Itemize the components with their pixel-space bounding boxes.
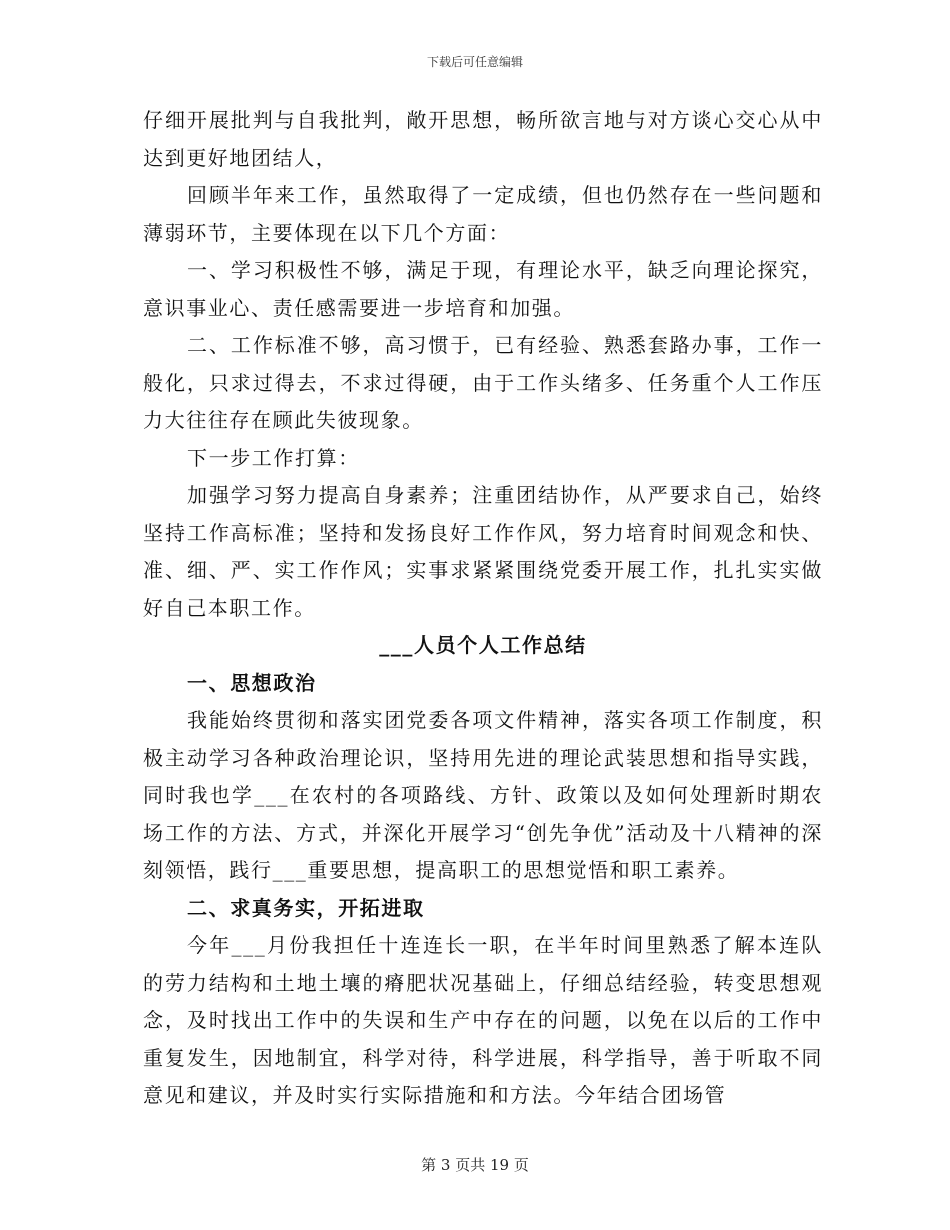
paragraph-pragmatism: 今年___月份我担任十连连长一职，在半年时间里熟悉了解本连队的劳力结构和土地土壤的瘠肥状况基础上，仔细总结经验，转变思想观念，及时找出工作中的失误和生产中存在的问题，以免在以后的工作中重复发生，因地制宜，科学对待，科学进展，科学指导，善于听取不同意见和建议，并及时实行实际措施和和方法。今年结合团场管 [143,933,823,1107]
paragraph-issue-2: 二、工作标准不够，高习惯于，已有经验、熟悉套路办事，工作一般化，只求过得去，不求过得硬，由于工作头绪多、任务重个人工作压力大往往存在顾此失彼现象。 [143,333,823,432]
paragraph-next-step-label: 下一步工作打算： [187,445,360,470]
paragraph-next-step-plan: 加强学习努力提高自身素养；注重团结协作，从严要求自己，始终坚持工作高标准；坚持和发扬良好工作作风，努力培育时间观念和快、准、细、严、实工作作风；实事求紧紧围绕党委开展工作，扎扎实实做好自己本职工作。 [143,483,823,620]
paragraph-continuation: 仔细开展批判与自我批判，敞开思想，畅所欲言地与对方谈心交心从中达到更好地团结人， [143,108,823,170]
heading-pragmatism: 二、求真务实，开拓进取 [187,895,425,920]
page-header: 下载后可任意编辑 [426,55,523,69]
document-body [143,102,823,1115]
page-number: 第 3 页共 19 页 [421,1156,529,1174]
heading-ideology: 一、思想政治 [187,670,317,695]
paragraph-review: 回顾半年来工作，虽然取得了一定成绩，但也仍然存在一些问题和薄弱环节，主要体现在以下几个方面： [143,183,823,245]
section-title: ___人员个人工作总结 [379,633,587,657]
paragraph-ideology: 我能始终贯彻和落实团党委各项文件精神，落实各项工作制度，积极主动学习各种政治理论识，坚持用先进的理论武装思想和指导实践，同时我也学___在农村的各项路线、方针、政策以及如何处理新时期农场工作的方法、方式，并深化开展学习“创先争优”活动及十八精神的深刻领悟，践行___重要思想，提高职工的思想觉悟和职工素养。 [143,708,823,882]
paragraph-issue-1: 一、学习积极性不够，满足于现，有理论水平，缺乏向理论探究，意识事业心、责任感需要进一步培育和加强。 [143,258,823,320]
